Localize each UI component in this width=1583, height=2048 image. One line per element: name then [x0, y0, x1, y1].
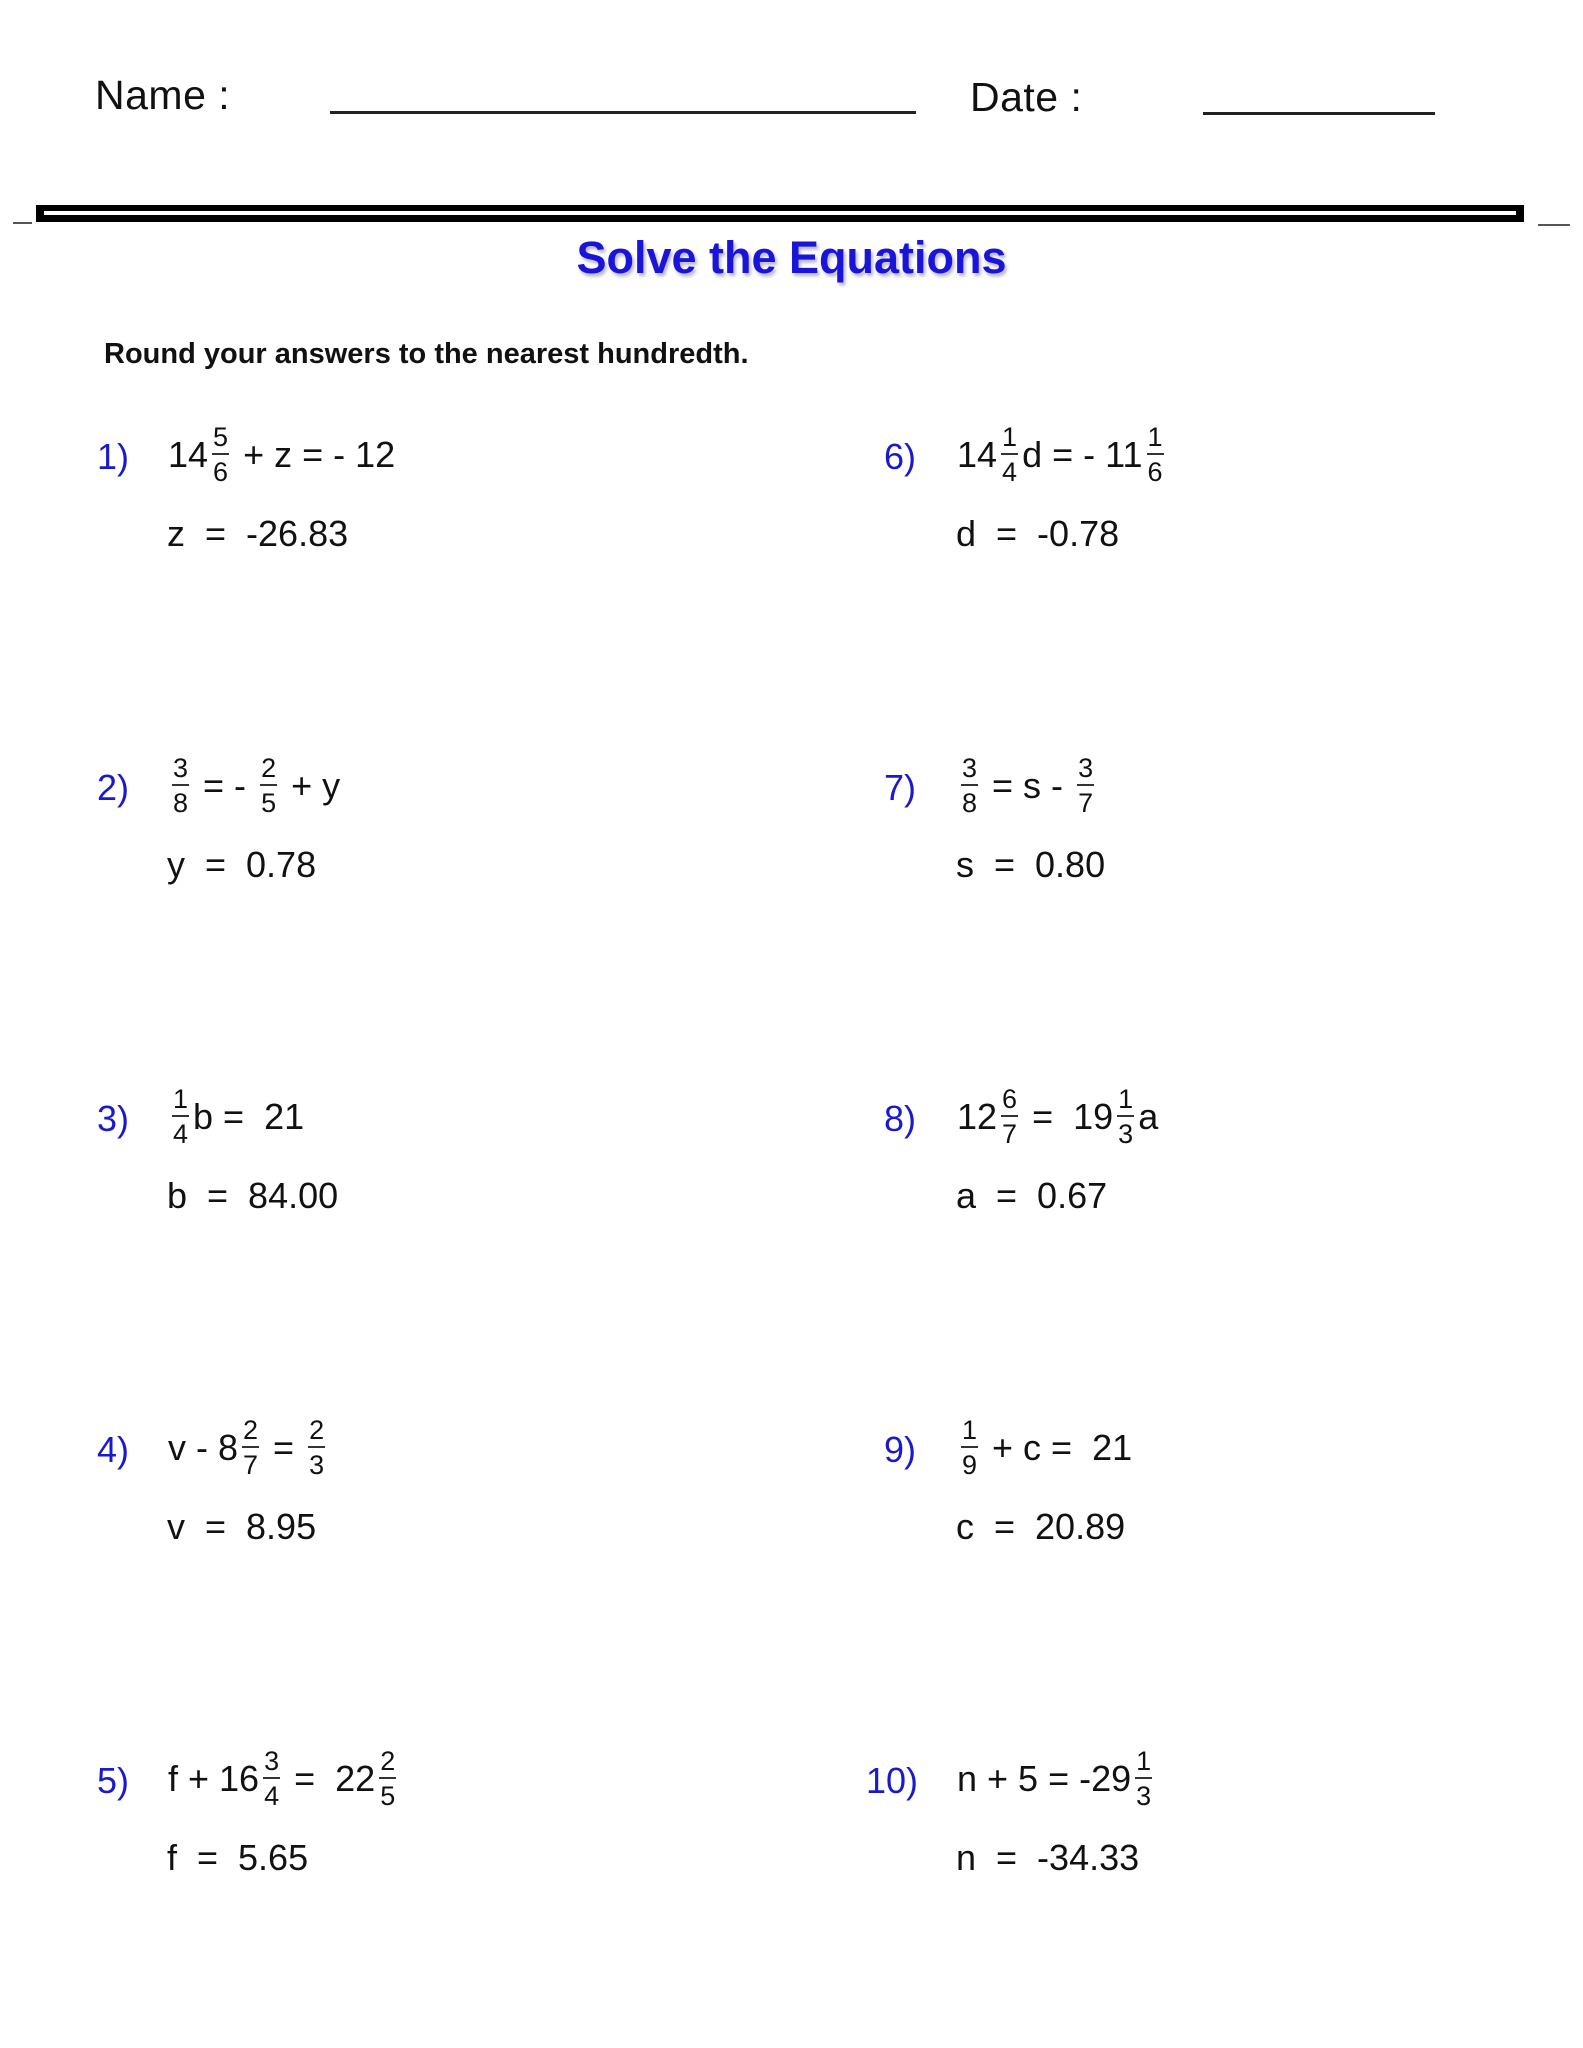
fraction [1001, 1086, 1018, 1148]
fraction [1117, 1086, 1134, 1148]
equation-text: = 19 [1022, 1096, 1114, 1137]
fraction-numerator: 1 [1002, 422, 1018, 452]
fraction-numerator: 3 [1078, 753, 1094, 783]
equation [168, 415, 395, 495]
fraction-denominator: 6 [213, 457, 229, 487]
answer: b = 84.00 [167, 1175, 339, 1216]
fraction [1135, 1748, 1152, 1810]
fraction-denominator: 5 [380, 1781, 396, 1811]
fraction-denominator: 7 [1002, 1119, 1018, 1149]
answer: a = 0.67 [956, 1175, 1108, 1216]
fraction [242, 1417, 259, 1479]
equation-text: b = 21 [193, 1096, 305, 1137]
fraction-numerator: 1 [1147, 422, 1163, 452]
equation-text: + z = - 12 [233, 434, 396, 475]
equation-text: 14 [957, 434, 998, 475]
problem-number: 2) [97, 767, 130, 808]
equation-text: = s - [982, 765, 1074, 806]
problem-number: 4) [97, 1429, 130, 1470]
problem-number: 1) [97, 436, 130, 477]
equation [168, 1408, 329, 1488]
fraction [263, 1748, 280, 1810]
equation [957, 1077, 1158, 1157]
answer: z = -26.83 [167, 513, 349, 554]
problem-number: 5) [97, 1760, 130, 1801]
date-blank-line[interactable] [1203, 112, 1435, 115]
instructions: Round your answers to the nearest hundredth. [104, 338, 749, 370]
equation-text: = - [193, 765, 257, 806]
equation [957, 415, 1168, 495]
equation-text: 12 [957, 1096, 998, 1137]
equation [168, 1077, 304, 1157]
fraction-numerator: 2 [243, 1415, 259, 1445]
fraction [1077, 755, 1094, 817]
fraction-denominator: 7 [1078, 788, 1094, 818]
fraction [1147, 424, 1164, 486]
answer: n = -34.33 [956, 1837, 1140, 1878]
fraction-denominator: 7 [243, 1450, 259, 1480]
equation [168, 1739, 400, 1819]
answer: d = -0.78 [956, 513, 1120, 554]
fraction-numerator: 6 [1002, 1084, 1018, 1114]
equation-text: n + 5 = -29 [957, 1758, 1132, 1799]
fraction-denominator: 4 [1002, 457, 1018, 487]
problem-number: 6) [884, 436, 917, 477]
fraction [212, 424, 229, 486]
equation [957, 1739, 1156, 1819]
problem-number: 8) [884, 1098, 917, 1139]
fraction [961, 755, 978, 817]
equation [168, 746, 340, 826]
worksheet-title: Solve the Equations [576, 232, 1007, 283]
fraction-numerator: 3 [264, 1746, 280, 1776]
answer: f = 5.65 [167, 1837, 309, 1878]
problem-number: 3) [97, 1098, 130, 1139]
equation-text: 14 [168, 434, 209, 475]
fraction-numerator: 1 [962, 1415, 978, 1445]
fraction-denominator: 3 [1136, 1781, 1152, 1811]
fraction-denominator: 4 [264, 1781, 280, 1811]
fraction-numerator: 2 [380, 1746, 396, 1776]
left-dash-mark [13, 222, 32, 224]
fraction [172, 1086, 189, 1148]
fraction-denominator: 8 [173, 788, 189, 818]
equation [957, 1408, 1132, 1488]
fraction-denominator: 8 [962, 788, 978, 818]
equation-text: + c = 21 [982, 1427, 1133, 1468]
fraction-denominator: 4 [173, 1119, 189, 1149]
name-blank-line[interactable] [330, 111, 916, 114]
fraction [172, 755, 189, 817]
name-label: Name : [95, 72, 231, 118]
answer: v = 8.95 [167, 1506, 317, 1547]
fraction-denominator: 3 [309, 1450, 325, 1480]
header-double-rule [36, 205, 1524, 222]
equation [957, 746, 1098, 826]
fraction [308, 1417, 325, 1479]
equation-text: = [263, 1427, 305, 1468]
answer: y = 0.78 [167, 844, 317, 885]
fraction-denominator: 6 [1147, 457, 1163, 487]
equation-text: a [1138, 1096, 1159, 1137]
fraction-numerator: 2 [261, 753, 277, 783]
equation-text: d = - 11 [1022, 434, 1143, 475]
fraction [379, 1748, 396, 1810]
fraction-denominator: 9 [962, 1450, 978, 1480]
problem-number: 9) [884, 1429, 917, 1470]
fraction [961, 1417, 978, 1479]
answer: s = 0.80 [956, 844, 1106, 885]
equation-text: f + 16 [168, 1758, 260, 1799]
date-label: Date : [970, 74, 1083, 120]
right-dash-mark [1538, 224, 1570, 226]
equation-text: = 22 [284, 1758, 376, 1799]
problem-number: 10) [866, 1760, 919, 1801]
fraction-numerator: 2 [309, 1415, 325, 1445]
fraction-numerator: 1 [1136, 1746, 1152, 1776]
fraction-numerator: 1 [173, 1084, 189, 1114]
fraction-numerator: 1 [1118, 1084, 1134, 1114]
rule-inner-gap [44, 211, 1516, 215]
fraction-denominator: 5 [261, 788, 277, 818]
answer: c = 20.89 [956, 1506, 1126, 1547]
equation-text: v - 8 [168, 1427, 239, 1468]
fraction-numerator: 3 [962, 753, 978, 783]
fraction [1001, 424, 1018, 486]
problem-number: 7) [884, 767, 917, 808]
fraction-numerator: 3 [173, 753, 189, 783]
fraction-denominator: 3 [1118, 1119, 1134, 1149]
fraction-numerator: 5 [213, 422, 229, 452]
fraction [260, 755, 277, 817]
equation-text: + y [281, 765, 341, 806]
